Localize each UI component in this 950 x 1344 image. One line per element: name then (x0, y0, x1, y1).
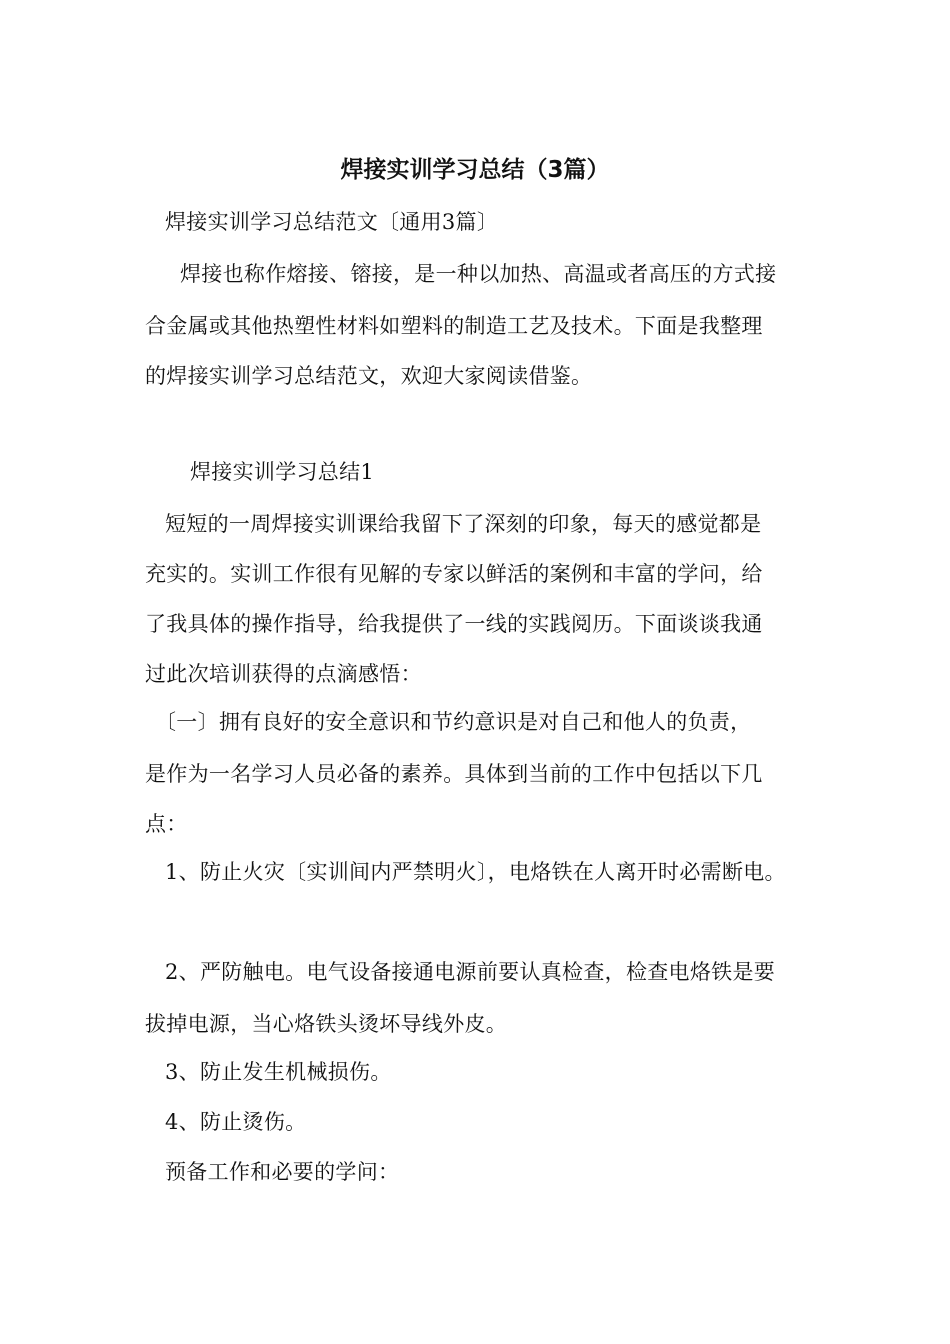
section1-line-1: 短短的一周焊接实训课给我留下了深刻的印象，每天的感觉都是 (165, 512, 762, 536)
intro-line-3: 的焊接实训学习总结范文，欢迎大家阅读借鉴。 (145, 364, 593, 388)
intro-line-1: 焊接也称作熔接、镕接，是一种以加热、高温或者高压的方式接 (180, 262, 777, 286)
document-subtitle: 焊接实训学习总结范文〔通用3篇〕 (165, 210, 499, 234)
document-title: 焊接实训学习总结（3篇） (340, 157, 610, 183)
list-item-3: 3、防止发生机械损伤。 (165, 1060, 392, 1084)
point1-line-1: 〔一〕拥有良好的安全意识和节约意识是对自己和他人的负责， (155, 710, 752, 734)
list-item-4: 4、防止烫伤。 (165, 1110, 307, 1134)
intro-line-2: 合金属或其他热塑性材料如塑料的制造工艺及技术。下面是我整理 (145, 314, 763, 338)
prep-heading: 预备工作和必要的学问： (165, 1160, 400, 1184)
section1-heading: 焊接实训学习总结1 (190, 460, 375, 484)
section1-line-4: 过此次培训获得的点滴感悟： (145, 662, 422, 686)
list-item-2-line-1: 2、严防触电。电气设备接通电源前要认真检查，检查电烙铁是要 (165, 960, 776, 984)
point1-line-2: 是作为一名学习人员必备的素养。具体到当前的工作中包括以下几 (145, 762, 763, 786)
section1-line-3: 了我具体的操作指导，给我提供了一线的实践阅历。下面谈谈我通 (145, 612, 763, 636)
list-item-2-line-2: 拔掉电源，当心烙铁头烫坏导线外皮。 (145, 1012, 508, 1036)
point1-line-3: 点： (145, 812, 188, 836)
list-item-1: 1、防止火灾〔实训间内严禁明火〕，电烙铁在人离开时必需断电。 (165, 860, 786, 884)
section1-line-2: 充实的。实训工作很有见解的专家以鲜活的案例和丰富的学问，给 (145, 562, 763, 586)
